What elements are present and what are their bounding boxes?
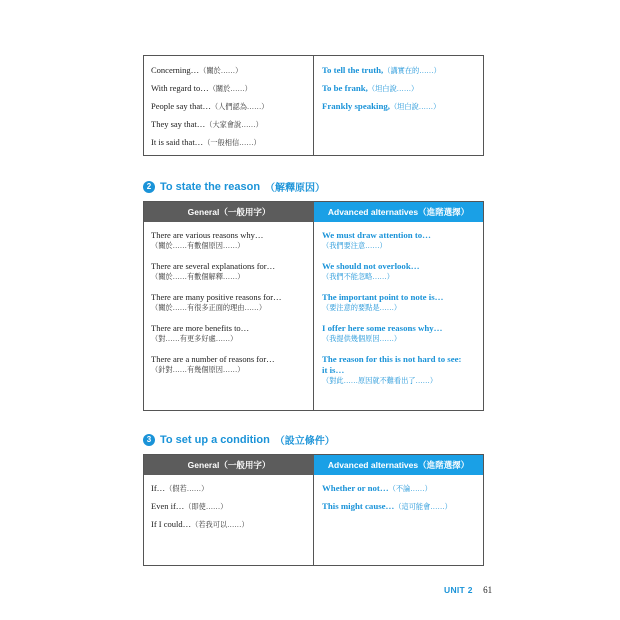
page-number: 61 <box>483 585 493 595</box>
general-item: There are many positive reasons for… （關於……有很多正面的理由……） <box>151 292 282 312</box>
table-header <box>144 455 483 475</box>
header-general: General（一般用字） <box>144 202 314 222</box>
general-column <box>144 475 314 565</box>
table-section-3 <box>143 454 484 566</box>
unit-label: UNIT 2 <box>444 585 473 595</box>
section-3-title <box>143 432 335 447</box>
advanced-item: This might cause…（這可能會……） <box>322 501 452 511</box>
section-title-text: To set up a condition <box>160 433 270 446</box>
advanced-column <box>314 56 483 155</box>
section-2-title <box>143 179 325 194</box>
general-item: There are several explanations for… （關於……有數個解釋……） <box>151 261 276 281</box>
header-advanced: Advanced alternatives（進階選擇） <box>314 455 483 475</box>
section-number-badge: 2 <box>143 181 155 193</box>
advanced-item: The reason for this is not hard to see: it is… （對此……原因就不難看出了……） <box>322 354 462 385</box>
general-column <box>144 222 314 410</box>
general-item: There are more benefits to… （對……有更多好處……） <box>151 323 250 343</box>
general-item: With regard to…（關於……） <box>151 83 252 93</box>
general-item: There are various reasons why… （關於……有數個原因……） <box>151 230 264 250</box>
table-header <box>144 202 483 222</box>
general-column <box>144 56 314 155</box>
table-body <box>144 475 483 565</box>
advanced-item: We should not overlook… （我們不能忽略……） <box>322 261 420 281</box>
section-number-badge: 3 <box>143 434 155 446</box>
advanced-column <box>314 222 483 410</box>
table-body <box>144 222 483 410</box>
advanced-item: The important point to note is… （要注意的要點是……） <box>322 292 444 312</box>
section-title-zh: （設立條件） <box>274 436 335 447</box>
advanced-item: Frankly speaking,（坦白說……） <box>322 101 441 111</box>
table-body <box>144 56 483 155</box>
general-item: If I could…（若我可以……） <box>151 519 249 529</box>
page-footer <box>444 585 492 595</box>
general-item: There are a number of reasons for… （針對……有幾個原因……） <box>151 354 275 374</box>
header-general: General（一般用字） <box>144 455 314 475</box>
general-item: It is said that…（一般相信……） <box>151 137 261 147</box>
general-item: People say that…（人們認為……） <box>151 101 269 111</box>
table-section-2 <box>143 201 484 411</box>
table-section-1 <box>143 55 484 156</box>
section-title-text: To state the reason <box>160 180 261 193</box>
advanced-item: To tell the truth,（講實在的……） <box>322 65 441 75</box>
section-title-zh: （解釋原因） <box>265 183 326 194</box>
advanced-item: We must draw attention to… （我們要注意……） <box>322 230 431 250</box>
general-item: They say that…（大家會說……） <box>151 119 263 129</box>
general-item: Concerning…（關於……） <box>151 65 243 75</box>
general-item: Even if…（即使……） <box>151 501 228 511</box>
advanced-column <box>314 475 483 565</box>
header-advanced: Advanced alternatives（進階選擇） <box>314 202 483 222</box>
advanced-item: To be frank,（坦白說……） <box>322 83 419 93</box>
general-item: If…（假若……） <box>151 483 209 493</box>
advanced-item: Whether or not…（不論……） <box>322 483 432 493</box>
advanced-item: I offer here some reasons why… （我提供幾個原因……） <box>322 323 443 343</box>
